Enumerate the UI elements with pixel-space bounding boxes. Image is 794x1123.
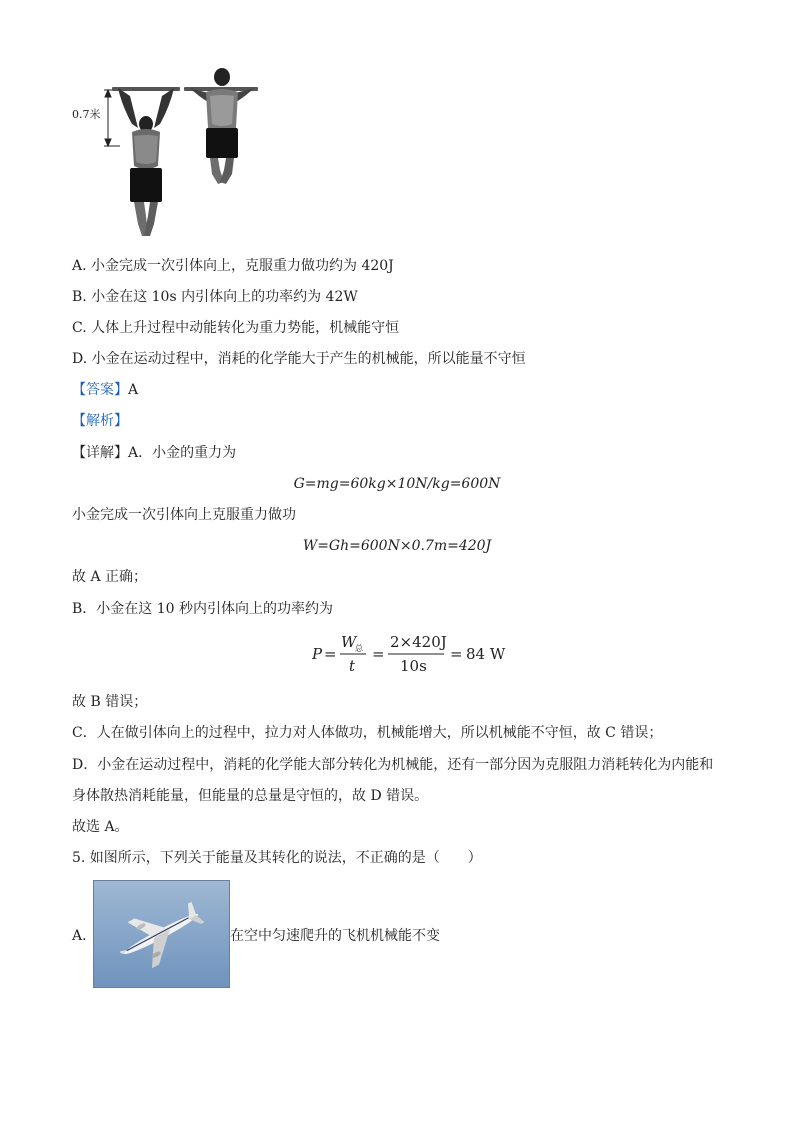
formula-p-t: t [349,657,356,675]
formula-p-w-sub: 总 [355,644,363,653]
work-intro: 小金完成一次引体向上克服重力做功 [72,507,296,523]
equals-1: = [324,645,337,663]
person-hanging [118,88,174,236]
question-5-stem: 5. 如图所示，下列关于能量及其转化的说法，不正确的是（ ） [72,850,482,866]
a-conclusion: 故 A 正确； [72,569,148,585]
answer-label: 【答案】 [72,382,128,398]
equals-3: = [450,645,463,663]
formula-p-num: 2×420J [390,633,447,651]
option-b: B. 小金在这 10s 内引体向上的功率约为 42W [72,289,358,305]
detail-a-intro: A．小金的重力为 [128,445,237,461]
formula-p-w: W [341,633,357,651]
q5-option-a-letter: A. [72,928,87,944]
d-explanation-1: D．小金在运动过程中，消耗的化学能大部分转化为机械能，还有一部分因为克服阻力消耗转化为内能和 [72,757,714,773]
b-conclusion: 故 B 错误； [72,694,148,710]
option-c: C. 人体上升过程中动能转化为重力势能，机械能守恒 [72,320,400,336]
q5-option-a-text: 在空中匀速爬升的飞机机械能不变 [230,928,440,944]
equals-2: = [372,645,385,663]
formula-g: G=mg=60kg×10N/kg=600N [293,476,501,492]
formula-w: W=Gh=600N×0.7m=420J [302,538,492,554]
option-d: D. 小金在运动过程中，消耗的化学能大于产生的机械能，所以能量不守恒 [72,351,526,367]
analysis-label: 【解析】 [72,413,128,429]
height-label: 0.7米 [72,108,101,121]
pullup-figure [72,66,272,244]
c-explanation: C．人在做引体向上的过程中，拉力对人体做功，机械能增大，所以机械能不守恒，故 C 错误； [72,725,663,741]
formula-p-den: 10s [400,657,427,675]
answer-line [72,381,138,399]
d-explanation-2: 身体散热消耗能量，但能量的总量是守恒的，故 D 错误。 [72,788,429,804]
person-pulled-up [190,68,254,184]
formula-p-result: 84 W [466,645,506,663]
height-dimension [104,90,120,146]
pullup-bar-left [112,87,180,91]
answer-value: A [128,382,139,398]
formula-p-lhs: P [312,645,323,663]
option-a: A. 小金完成一次引体向上，克服重力做功约为 420J [72,258,394,274]
detail-a-line [72,444,236,462]
airplane-photo [93,880,230,988]
final-answer: 故选 A。 [72,819,129,835]
b-intro: B．小金在这 10 秒内引体向上的功率约为 [72,601,334,617]
detail-label: 【详解】 [72,445,128,461]
formula-power [312,633,512,677]
